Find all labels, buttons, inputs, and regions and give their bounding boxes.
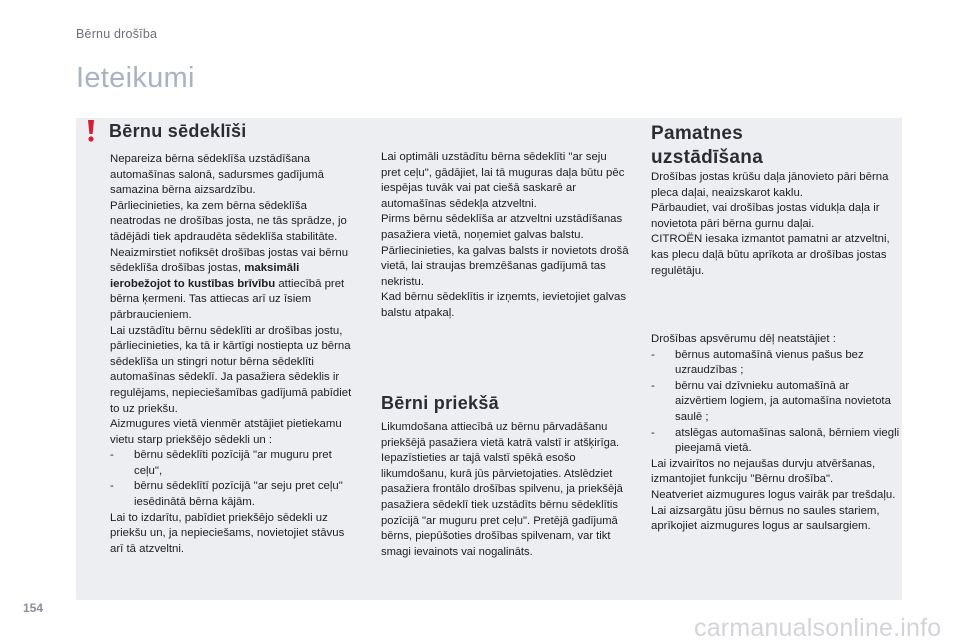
list-item-text: atslēgas automašīnas salonā, bērniem viegli pieejamā vietā. <box>675 426 900 455</box>
safety-advice-text <box>651 332 901 535</box>
booster-bases-text <box>651 170 901 279</box>
paragraph: Pārliecinieties, ka galvas balsts ir novietots drošā vietā, lai straujas bremzēšanas gadījumā tas nekristu. <box>381 244 629 288</box>
paragraph: Drošības apsvērumu dēļ neatstājiet : <box>651 333 836 345</box>
booster-bases-heading: Pamatnes uzstādīšana <box>651 123 764 168</box>
list-item <box>651 426 901 457</box>
child-seats-heading: Bērnu sēdeklīši <box>109 121 247 141</box>
paragraph <box>110 246 360 324</box>
list-item <box>651 348 901 379</box>
paragraph: Pārliecinieties, ka zem bērna sēdeklīša neatrodas ne drošības josta, ne tās sprādze, jo tādējādi tiek apdraudēta sēdeklīša stabilitāte. <box>110 199 347 243</box>
watermark: carmanualsonline.info <box>694 614 942 640</box>
paragraph: Pirms bērnu sēdeklīša ar atzveltni uzstādīšanas pasažiera vietā, noņemiet galvas balstu. <box>381 213 623 241</box>
paragraph: Lai aizsargātu jūsu bērnus no saules stariem, aprīkojiet aizmugures logus ar saulsargiem. <box>651 504 880 533</box>
paragraph: Lai uzstādītu bērnu sēdeklīti ar drošības jostu, pārliecinieties, ka tā ir kārtīgi nostiepta uz bērna sēdeklīša un stingri notur bērna sēdeklīti automašīnas sēdeklī. Ja pasažiera sēdeklis ir regulējams, nepieciešamības gadījumā pabīdiet to uz priekšu. <box>110 324 352 415</box>
children-front-heading: Bērni priekšā <box>381 393 499 413</box>
list-item <box>651 379 901 426</box>
list-item-text: bērnu sēdeklītī pozīcijā "ar seju pret ceļu" iesēdinātā bērna kājām. <box>134 480 343 509</box>
section-label: Bērnu drošība <box>76 27 158 41</box>
exclamation-warning-icon <box>84 119 98 143</box>
paragraph: Likumdošana attiecībā uz bērnu pārvadāšanu priekšējā pasažiera vietā katrā valstī ir atšķirīga. Iepazīstieties ar tajā valstī spēkā esošo likumdošanu, kurā jūs pārvietojaties. Atslēdziet pasažiera frontālo drošības spilvenu, ja priekšējā pasažiera sēdeklī tiek uzstādīts bērnu sēdeklītis pozīcijā "ar muguru pret ceļu". Pretējā gadījumā bērns, piepūšoties drošības spilvenam, var tikt smagi ievainots vai nogalināts. <box>381 421 623 558</box>
list-dash: - <box>651 348 655 361</box>
list-item-text: bērnu vai dzīvnieku automašīnā ar aizvērtiem logiem, ja automašīna novietota saulē ; <box>675 379 891 423</box>
paragraph: Nepareiza bērna sēdeklīša uzstādīšana automašīnas salonā, sadursmes gadījumā samazina bērna aizsardzību. <box>110 153 325 197</box>
child-seats-text <box>110 152 360 557</box>
paragraph: Aizmugures vietā vienmēr atstājiet pietiekamu vietu starp priekšējo sēdekli un : <box>110 418 342 446</box>
list-dash: - <box>651 426 655 439</box>
text-span: Neaizmirstiet nofiksēt drošības jostas vai bērnu sēdeklīša drošības jostas, <box>110 246 349 275</box>
list-item <box>110 479 360 510</box>
list-item <box>110 448 360 479</box>
page-number: 154 <box>23 601 44 615</box>
children-front-text <box>381 420 631 560</box>
paragraph: Neatveriet aizmugures logus vairāk par trešdaļu. <box>651 488 896 501</box>
paragraph: Lai izvairītos no nejaušas durvju atvēršanas, izmantojiet funkciju "Bērnu drošība". <box>651 457 876 486</box>
list-dash: - <box>110 480 114 493</box>
list-item-text: bērnu sēdeklīti pozīcijā "ar muguru pret ceļu", <box>134 449 332 477</box>
paragraph: Kad bērnu sēdeklītis ir izņemts, ievietojiet galvas balstu atpakaļ. <box>381 291 627 319</box>
paragraph: Lai to izdarītu, pabīdiet priekšējo sēdekli uz priekšu un, ja nepieciešams, novietojiet stāvus arī tā atzveltni. <box>110 511 345 555</box>
list-item-text: bērnus automašīnā vienus pašus bez uzraudzības ; <box>675 348 864 377</box>
bold-text: maksimāli ierobežojot to kustības brīvību <box>110 262 300 290</box>
page-title: Ieteikumi <box>76 62 195 94</box>
paragraph: Drošības jostas krūšu daļa jānovieto pāri bērna pleca daļai, neaizskarot kaklu. <box>651 171 889 199</box>
text-span: attiecībā pret bērna ķermeni. Tas attiecas arī uz īsiem pārbraucieniem. <box>110 277 345 321</box>
list-dash: - <box>110 449 114 462</box>
list-dash: - <box>651 379 655 392</box>
paragraph: Lai optimāli uzstādītu bērna sēdeklīti "ar seju pret ceļu", gādājiet, lai tā muguras daļa būtu pēc iespējas tuvāk vai pat ciešā saskarē ar automašīnas sēdekļa atzveltni. <box>381 151 625 210</box>
paragraph: Pārbaudiet, vai drošības jostas vidukļa daļa ir novietota pāri bērna gurnu daļai. <box>651 202 880 230</box>
seat-tips-text <box>381 150 629 322</box>
paragraph: CITROËN iesaka izmantot pamatni ar atzveltni, kas plecu daļā būtu aprīkota ar drošības jostas regulētāju. <box>651 233 890 277</box>
